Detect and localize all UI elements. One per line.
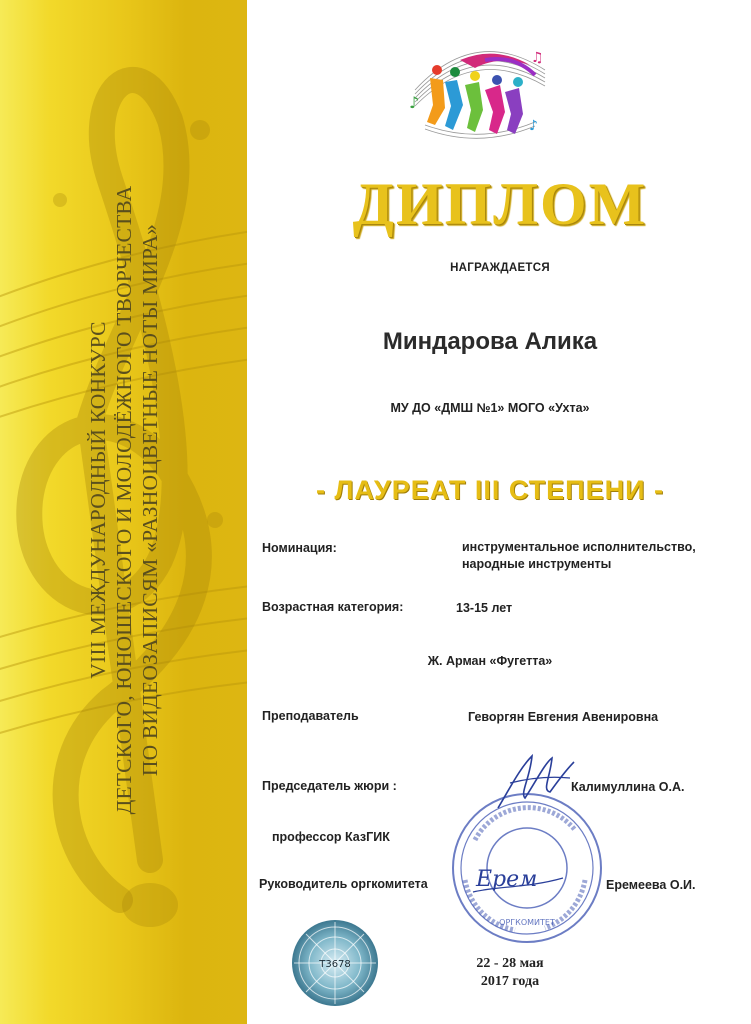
contest-title-vertical <box>85 120 163 880</box>
teacher-label: Преподаватель <box>262 709 359 723</box>
school-name: МУ ДО «ДМШ №1» МОГО «Ухта» <box>390 401 590 415</box>
recipient-name: Миндарова Алика <box>382 328 598 355</box>
performed-piece: Ж. Арман «Фугетта» <box>427 654 553 668</box>
org-head-name: Еремеева О.И. <box>606 878 696 892</box>
age-category-label: Возрастная категория: <box>262 600 404 614</box>
jury-chair-title: профессор КазГИК <box>272 830 390 844</box>
signature-script: Ерем <box>476 867 538 892</box>
seal-text: ОРГКОМИТЕТ <box>499 918 555 927</box>
jury-chair-name: Калимуллина О.А. <box>571 780 685 794</box>
org-head-label: Руководитель оргкомитета <box>259 877 428 891</box>
age-category-value: 13-15 лет <box>456 601 513 615</box>
teacher-name: Геворгян Евгения Авенировна <box>468 710 659 724</box>
contest-title-line-2: ДЕТСКОГО, ЮНОШЕСКОГО И МОЛОДЁЖНОГО ТВОРЧЕСТВА <box>112 185 136 815</box>
jury-signature <box>490 748 580 818</box>
hologram-sticker <box>290 918 380 1008</box>
hologram-code: T3678 <box>319 959 351 970</box>
decorative-band <box>0 0 247 1024</box>
dates-line-1: 22 - 28 мая <box>476 956 544 971</box>
contest-title-line-1: VIII МЕЖДУНАРОДНЫЙ КОНКУРС <box>86 321 110 679</box>
org-signature <box>468 858 568 898</box>
dates-line-2: 2017 года <box>480 974 540 989</box>
contest-logo <box>405 30 553 145</box>
svg-text:♪: ♪ <box>529 118 538 134</box>
jury-chair-label: Председатель жюри : <box>262 779 397 793</box>
nomination-value-line-2: народные инструменты <box>462 557 612 571</box>
nomination-value-line-1: инструментальное исполнительство, <box>462 540 696 554</box>
awarded-label: НАГРАЖДАЕТСЯ <box>450 262 550 274</box>
svg-text:♪: ♪ <box>409 93 420 112</box>
award-title: - ЛАУРЕАТ III СТЕПЕНИ - <box>315 475 664 505</box>
nomination-label: Номинация: <box>262 541 337 555</box>
contest-dates <box>440 955 580 991</box>
svg-text:♫: ♫ <box>531 50 544 66</box>
contest-title-line-3: ПО ВИДЕОЗАПИСЯМ «РАЗНОЦВЕТНЫЕ НОТЫ МИРА» <box>138 223 162 777</box>
diploma-title: ДИПЛОМ <box>352 171 648 237</box>
